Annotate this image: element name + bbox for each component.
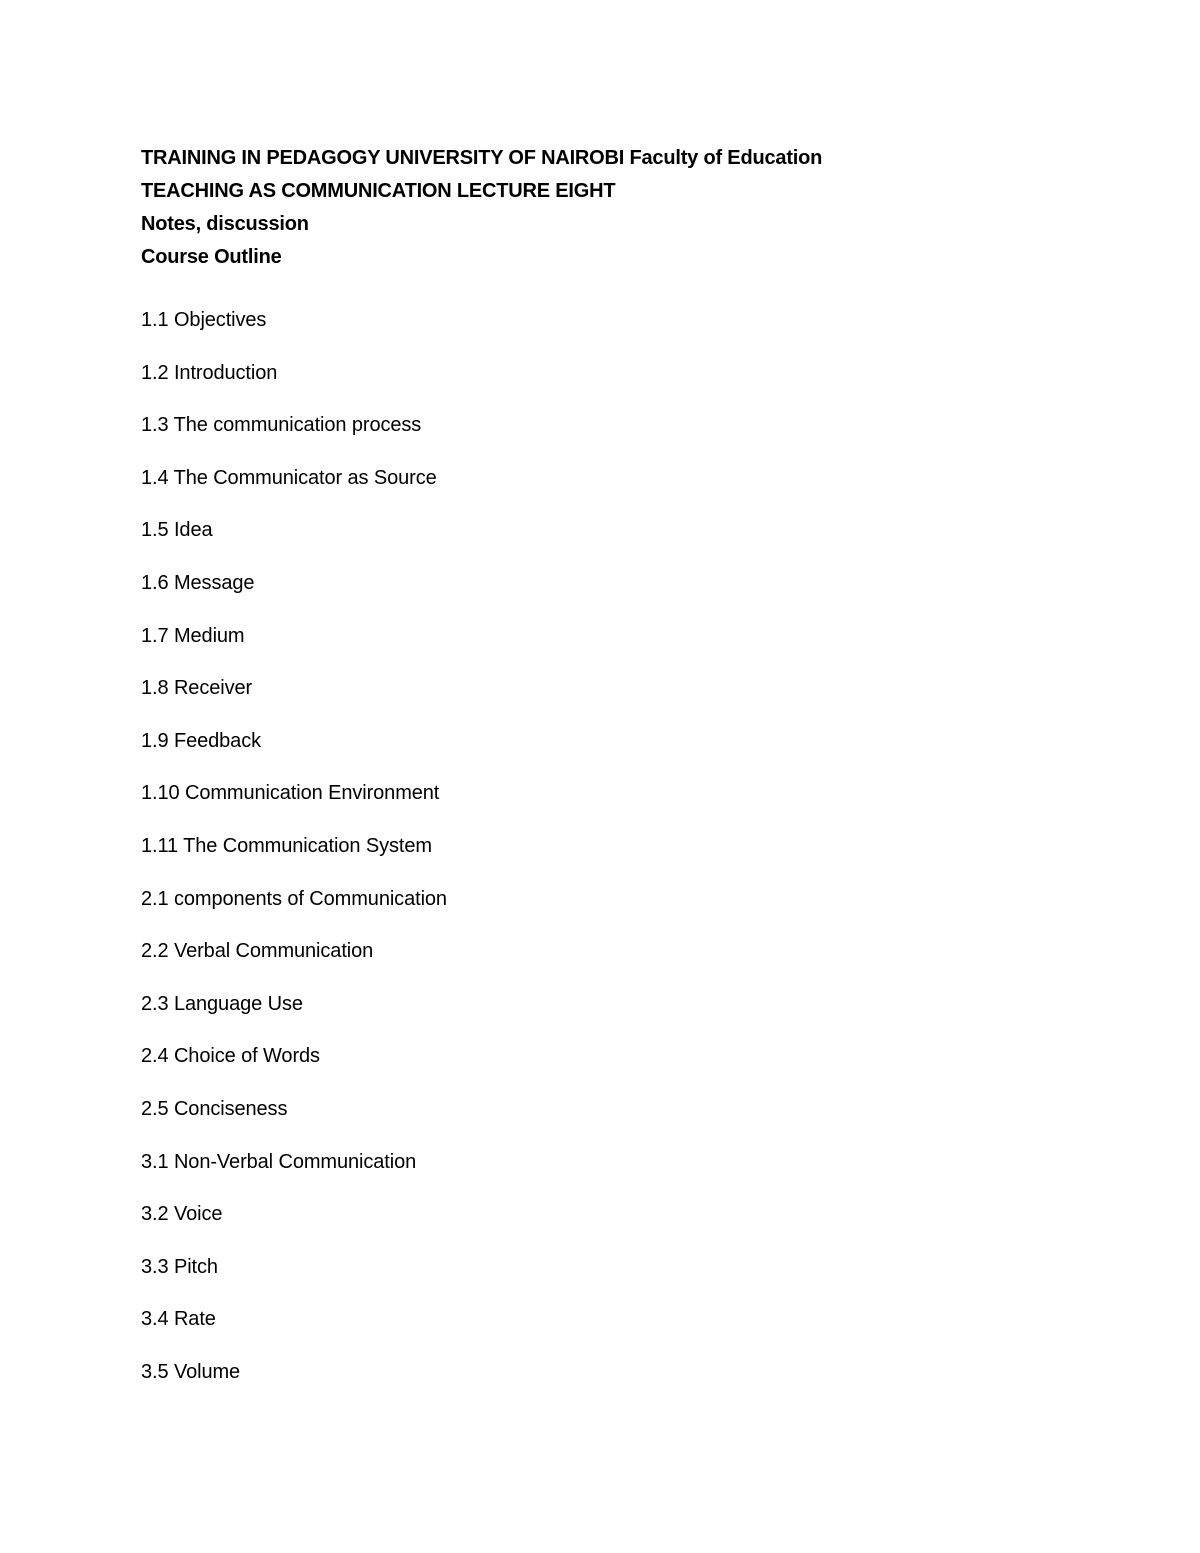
- outline-item: 1.8 Receiver: [141, 677, 253, 700]
- lecture-title: TEACHING AS COMMUNICATION LECTURE EIGHT: [141, 180, 616, 202]
- outline-item: 2.1 components of Communication: [141, 887, 447, 910]
- outline-item: 1.7 Medium: [141, 624, 245, 647]
- outline-item: 1.4 The Communicator as Source: [141, 466, 437, 489]
- outline-item: 3.5 Volume: [141, 1360, 241, 1383]
- outline-item: 1.1 Objectives: [141, 309, 267, 331]
- outline-item: 1.9 Feedback: [141, 729, 261, 752]
- notes-label: Notes, discussion: [141, 213, 309, 235]
- outline-item: 2.3 Language Use: [141, 992, 303, 1015]
- outline-item: 3.2 Voice: [141, 1203, 223, 1226]
- course-outline-list: [141, 294, 1101, 1398]
- outline-item: 2.2 Verbal Communication: [141, 940, 374, 963]
- outline-item: 1.3 The communication process: [141, 414, 422, 437]
- outline-item: 3.3 Pitch: [141, 1255, 218, 1278]
- document-content: [141, 142, 1101, 1398]
- outline-item: 2.5 Conciseness: [141, 1097, 288, 1120]
- outline-item: 1.6 Message: [141, 571, 255, 594]
- outline-item: 3.1 Non-Verbal Communication: [141, 1150, 417, 1173]
- outline-item: 1.10 Communication Environment: [141, 782, 440, 805]
- outline-item: 1.2 Introduction: [141, 361, 278, 384]
- course-outline-heading: Course Outline: [141, 246, 282, 268]
- outline-item: 1.11 The Communication System: [141, 834, 432, 857]
- document-title: TRAINING IN PEDAGOGY UNIVERSITY OF NAIROBI Faculty of Education: [141, 147, 823, 169]
- outline-item: 3.4 Rate: [141, 1308, 216, 1331]
- outline-item: 1.5 Idea: [141, 519, 213, 542]
- outline-item: 2.4 Choice of Words: [141, 1045, 320, 1068]
